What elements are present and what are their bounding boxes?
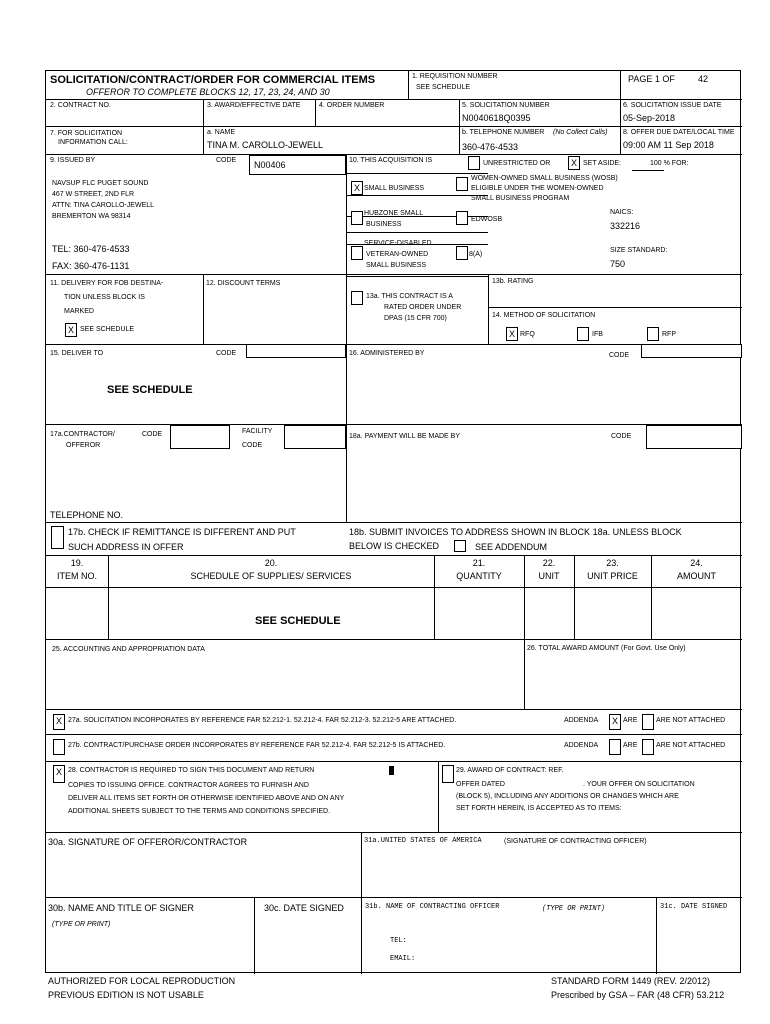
sdvosb-label-2: VETERAN-OWNED bbox=[366, 251, 429, 258]
sdvosb-checkbox[interactable] bbox=[351, 246, 363, 260]
addenda-27a-are-not-label: ARE NOT ATTACHED bbox=[656, 717, 726, 724]
addenda-27a-are-not-checkbox[interactable] bbox=[642, 714, 654, 730]
offeror-signature-label: 30a. SIGNATURE OF OFFEROR/CONTRACTOR bbox=[48, 837, 248, 847]
size-standard-label: SIZE STANDARD: bbox=[610, 247, 668, 254]
addenda-27b-label: ADDENDA bbox=[564, 742, 599, 749]
contact-phone: 360-476-4533 bbox=[462, 142, 519, 152]
issued-by-addr-2: 467 W STREET, 2ND FLR bbox=[52, 191, 135, 198]
contractor-code-box bbox=[170, 425, 230, 449]
copies-count-mark bbox=[389, 766, 394, 775]
requisition-value: SEE SCHEDULE bbox=[416, 84, 471, 91]
addenda-27a-are-label: ARE bbox=[623, 717, 638, 724]
fob-label-3: MARKED bbox=[64, 308, 94, 315]
footer-standard-form: STANDARD FORM 1449 (REV. 2/2012) bbox=[551, 976, 711, 986]
rating-label: 13b. RATING bbox=[492, 278, 534, 285]
invoice-label-2: BELOW IS CHECKED bbox=[349, 541, 440, 551]
contractor-label-2: OFFEROR bbox=[66, 442, 101, 449]
issued-by-code: N00406 bbox=[254, 160, 286, 170]
wosb-label-1: WOMEN-OWNED SMALL BUSINESS (WOSB) bbox=[471, 175, 618, 182]
sign-28-label-1: 28. CONTRACTOR IS REQUIRED TO SIGN THIS DOCUMENT AND RETURN bbox=[68, 767, 315, 774]
rfq-label: RFQ bbox=[520, 331, 535, 338]
footer-authorized: AUTHORIZED FOR LOCAL REPRODUCTION bbox=[48, 976, 236, 986]
addenda-27b-are-label: ARE bbox=[623, 742, 638, 749]
ifb-label: IFB bbox=[592, 331, 603, 338]
far-27a-checkbox[interactable]: X bbox=[53, 714, 65, 730]
deliver-to-label: 15. DELIVER TO bbox=[50, 350, 104, 357]
award-29-label-4: (BLOCK 5), INCLUDING ANY ADDITIONS OR CHANGES WHICH ARE bbox=[456, 793, 679, 800]
issued-by-addr-4: BREMERTON WA 98314 bbox=[52, 213, 131, 220]
fob-see-schedule-label: SEE SCHEDULE bbox=[80, 326, 135, 333]
date-signed-label: 30c. DATE SIGNED bbox=[264, 903, 344, 913]
issued-by-addr-1: NAVSUP FLC PUGET SOUND bbox=[52, 180, 149, 187]
remittance-checkbox[interactable] bbox=[51, 526, 64, 549]
wosb-label-2: ELIGIBLE UNDER THE WOMEN-OWNED bbox=[471, 185, 604, 192]
co-tel-label: TEL: bbox=[390, 937, 407, 945]
co-email-label: EMAIL: bbox=[390, 955, 416, 963]
facility-code-box bbox=[284, 425, 346, 449]
addenda-27a-are-checkbox[interactable]: X bbox=[609, 714, 621, 730]
unrestricted-checkbox[interactable] bbox=[468, 156, 480, 170]
hubzone-label-2: BUSINESS bbox=[366, 221, 402, 228]
sf1449-form bbox=[45, 70, 741, 973]
eight-a-label: 8(A) bbox=[469, 251, 483, 258]
telephone-label: TELEPHONE NO. bbox=[50, 510, 124, 520]
co-signature-label: (SIGNATURE OF CONTRACTING OFFICER) bbox=[504, 838, 647, 845]
rfp-checkbox[interactable] bbox=[647, 327, 659, 341]
issued-by-tel: TEL: 360-476-4533 bbox=[52, 244, 130, 254]
total-award-label: 26. TOTAL AWARD AMOUNT (For Govt. Use Only) bbox=[527, 645, 686, 652]
contract-no-label: 2. CONTRACT NO. bbox=[50, 102, 111, 109]
rfp-label: RFP bbox=[662, 331, 676, 338]
offer-due-label: 8. OFFER DUE DATE/LOCAL TIME bbox=[623, 129, 735, 136]
far-27a-label: 27a. SOLICITATION INCORPORATES BY REFERENCE FAR 52.212-1. 52.212-4. FAR 52.212-3. 52.212-5 ARE ATTACHED. bbox=[68, 717, 457, 724]
footer-previous-edition: PREVIOUS EDITION IS NOT USABLE bbox=[48, 990, 204, 1000]
dpas-checkbox[interactable] bbox=[351, 291, 363, 305]
see-addendum-label: SEE ADDENDUM bbox=[475, 542, 548, 552]
col-quantity-num: 21. bbox=[472, 558, 486, 568]
dpas-label-1: 13a. THIS CONTRACT IS A bbox=[366, 293, 453, 300]
co-type-print: (TYPE OR PRINT) bbox=[542, 905, 606, 913]
col-schedule-label: SCHEDULE OF SUPPLIES/ SERVICES bbox=[190, 571, 352, 581]
accounting-label: 25. ACCOUNTING AND APPROPRIATION DATA bbox=[52, 646, 205, 653]
deliver-to-see-schedule: SEE SCHEDULE bbox=[107, 384, 193, 396]
sign-28-label-3: DELIVER ALL ITEMS SET FORTH OR OTHERWISE IDENTIFIED ABOVE AND ON ANY bbox=[68, 795, 345, 802]
page-label: PAGE 1 OF bbox=[628, 74, 675, 84]
co-date-signed-label: 31c. DATE SIGNED bbox=[660, 903, 728, 911]
award-date-label: 3. AWARD/EFFECTIVE DATE bbox=[207, 102, 301, 109]
addenda-27b-are-checkbox[interactable] bbox=[609, 739, 621, 755]
award-29-label-3: . YOUR OFFER ON SOLICITATION bbox=[583, 781, 695, 788]
solicitation-number: N0040618Q0395 bbox=[462, 113, 531, 123]
deliver-to-code-label: CODE bbox=[216, 350, 237, 357]
facility-label-2: CODE bbox=[242, 442, 263, 449]
award-29-label-5: SET FORTH HEREIN, IS ACCEPTED AS TO ITEMS: bbox=[456, 805, 622, 812]
award-29-label-2: OFFER DATED bbox=[456, 781, 505, 788]
col-unit-num: 22. bbox=[542, 558, 556, 568]
addenda-27b-are-not-checkbox[interactable] bbox=[642, 739, 654, 755]
col-unit-price-label: UNIT PRICE bbox=[587, 571, 638, 581]
wosb-checkbox[interactable] bbox=[456, 177, 468, 191]
col-quantity-label: QUANTITY bbox=[456, 571, 502, 581]
naics-label: NAICS: bbox=[610, 209, 634, 216]
contractor-code-label: CODE bbox=[142, 431, 163, 438]
offer-due: 09:00 AM 11 Sep 2018 bbox=[623, 140, 714, 150]
facility-label-1: FACILITY bbox=[242, 428, 273, 435]
payment-code-label: CODE bbox=[611, 433, 632, 440]
name-label: a. NAME bbox=[207, 129, 236, 136]
col-unit-price-num: 23. bbox=[606, 558, 619, 568]
set-aside-label: SET ASIDE: bbox=[583, 160, 621, 167]
col-schedule-num: 20. bbox=[264, 558, 278, 568]
hubzone-label-1: HUBZONE SMALL bbox=[364, 210, 424, 217]
fob-label-2: TION UNLESS BLOCK IS bbox=[64, 294, 145, 301]
issue-date-label: 6. SOLICITATION ISSUE DATE bbox=[623, 102, 722, 109]
issued-by-addr-3: ATTN: TINA CAROLLO-JEWELL bbox=[52, 202, 155, 209]
order-number-label: 4. ORDER NUMBER bbox=[319, 102, 385, 109]
payment-label: 18a. PAYMENT WILL BE MADE BY bbox=[349, 433, 460, 440]
form-title: SOLICITATION/CONTRACT/ORDER FOR COMMERCIAL ITEMS bbox=[50, 74, 376, 86]
dpas-label-2: RATED ORDER UNDER bbox=[384, 304, 462, 311]
fob-label-1: 11. DELIVERY FOR FOB DESTINA- bbox=[50, 280, 164, 287]
for-info-label: 7. FOR SOLICITATION bbox=[50, 130, 123, 137]
contractor-label-1: 17a.CONTRACTOR/ bbox=[50, 431, 115, 438]
wosb-label-3: SMALL BUSINESS PROGRAM bbox=[471, 195, 570, 202]
see-addendum-checkbox[interactable] bbox=[454, 540, 466, 552]
payment-code-box bbox=[646, 425, 742, 449]
award-29-checkbox[interactable] bbox=[442, 765, 454, 783]
eight-a-checkbox[interactable] bbox=[456, 246, 468, 260]
contact-name: TINA M. CAROLLO-JEWELL bbox=[207, 140, 324, 150]
small-business-checkbox[interactable]: X bbox=[351, 181, 363, 195]
co-name-label: 31b. NAME OF CONTRACTING OFFICER bbox=[365, 903, 500, 911]
set-aside-percent: 100 % FOR: bbox=[650, 160, 689, 167]
deliver-to-code-box bbox=[246, 344, 346, 358]
hubzone-checkbox[interactable] bbox=[351, 211, 363, 225]
solicitation-number-label: 5. SOLICITATION NUMBER bbox=[462, 102, 550, 109]
size-standard-value: 750 bbox=[610, 259, 626, 269]
sign-28-checkbox[interactable]: X bbox=[53, 765, 65, 783]
usa-label: 31a.UNITED STATES OF AMERICA bbox=[364, 837, 482, 845]
far-27b-label: 27b. CONTRACT/PURCHASE ORDER INCORPORATES BY REFERENCE FAR 52.212-4. FAR 52.212-5 IS ATTACHED. bbox=[68, 742, 446, 749]
method-label: 14. METHOD OF SOLICITATION bbox=[492, 312, 596, 319]
footer-prescribed-by: Prescribed by GSA – FAR (48 CFR) 53.212 bbox=[551, 990, 725, 1000]
dpas-label-3: DPAS (15 CFR 700) bbox=[384, 315, 447, 322]
administered-by-code-label: CODE bbox=[609, 352, 630, 359]
award-29-label-1: 29. AWARD OF CONTRACT: REF. bbox=[456, 767, 564, 774]
for-info-label-2: INFORMATION CALL: bbox=[58, 139, 128, 146]
remittance-label-2: SUCH ADDRESS IN OFFER bbox=[68, 542, 184, 552]
schedule-see-schedule: SEE SCHEDULE bbox=[255, 615, 341, 627]
col-amount-label: AMOUNT bbox=[677, 571, 716, 581]
page-total: 42 bbox=[698, 74, 709, 84]
col-unit-label: UNIT bbox=[538, 571, 560, 581]
addenda-27b-are-not-label: ARE NOT ATTACHED bbox=[656, 742, 726, 749]
phone-label: b. TELEPHONE NUMBER bbox=[462, 129, 545, 136]
far-27b-checkbox[interactable] bbox=[53, 739, 65, 755]
remittance-label-1: 17b. CHECK IF REMITTANCE IS DIFFERENT AND PUT bbox=[68, 527, 296, 537]
sign-28-label-4: ADDITIONAL SHEETS SUBJECT TO THE TERMS AND CONDITIONS SPECIFIED. bbox=[68, 808, 331, 815]
sdvosb-label-1: SERVICE-DISABLED bbox=[364, 240, 432, 247]
col-item-label: ITEM NO. bbox=[57, 571, 97, 581]
fob-see-schedule-checkbox[interactable]: X bbox=[65, 323, 77, 337]
administered-by-code-box bbox=[641, 344, 742, 358]
issued-by-code-label: CODE bbox=[216, 157, 237, 164]
col-item-num: 19. bbox=[70, 558, 84, 568]
sdvosb-label-3: SMALL BUSINESS bbox=[366, 262, 427, 269]
administered-by-label: 16. ADMINISTERED BY bbox=[349, 350, 425, 357]
invoice-label-1: 18b. SUBMIT INVOICES TO ADDRESS SHOWN IN BLOCK 18a. UNLESS BLOCK bbox=[349, 527, 682, 537]
edwosb-checkbox[interactable] bbox=[456, 211, 468, 225]
col-amount-num: 24. bbox=[690, 558, 703, 568]
phone-note: (No Collect Calls) bbox=[553, 129, 608, 136]
discount-terms-label: 12. DISCOUNT TERMS bbox=[206, 280, 281, 287]
issue-date: 05-Sep-2018 bbox=[623, 113, 676, 123]
issued-by-fax: FAX: 360-476-1131 bbox=[52, 261, 130, 271]
small-business-label: SMALL BUSINESS bbox=[364, 185, 425, 192]
requisition-label: 1. REQUISITION NUMBER bbox=[412, 73, 498, 80]
set-aside-checkbox[interactable]: X bbox=[568, 156, 580, 170]
issued-by-label: 9. ISSUED BY bbox=[50, 157, 96, 164]
sign-28-label-2: COPIES TO ISSUING OFFICE. CONTRACTOR AGREES TO FURNISH AND bbox=[68, 782, 309, 789]
acquisition-label: 10. THIS ACQUISITION IS bbox=[349, 157, 433, 164]
addenda-27a-label: ADDENDA bbox=[564, 717, 599, 724]
signer-name-label: 30b. NAME AND TITLE OF SIGNER bbox=[48, 903, 194, 913]
rfq-checkbox[interactable]: X bbox=[506, 327, 518, 341]
form-subtitle: OFFEROR TO COMPLETE BLOCKS 12, 17, 23, 24, AND 30 bbox=[86, 87, 330, 97]
signer-type-print: (TYPE OR PRINT) bbox=[52, 921, 111, 928]
edwosb-label: EDWOSB bbox=[471, 216, 503, 223]
ifb-checkbox[interactable] bbox=[577, 327, 589, 341]
naics-value: 332216 bbox=[610, 221, 641, 231]
unrestricted-label: UNRESTRICTED OR bbox=[483, 160, 551, 167]
